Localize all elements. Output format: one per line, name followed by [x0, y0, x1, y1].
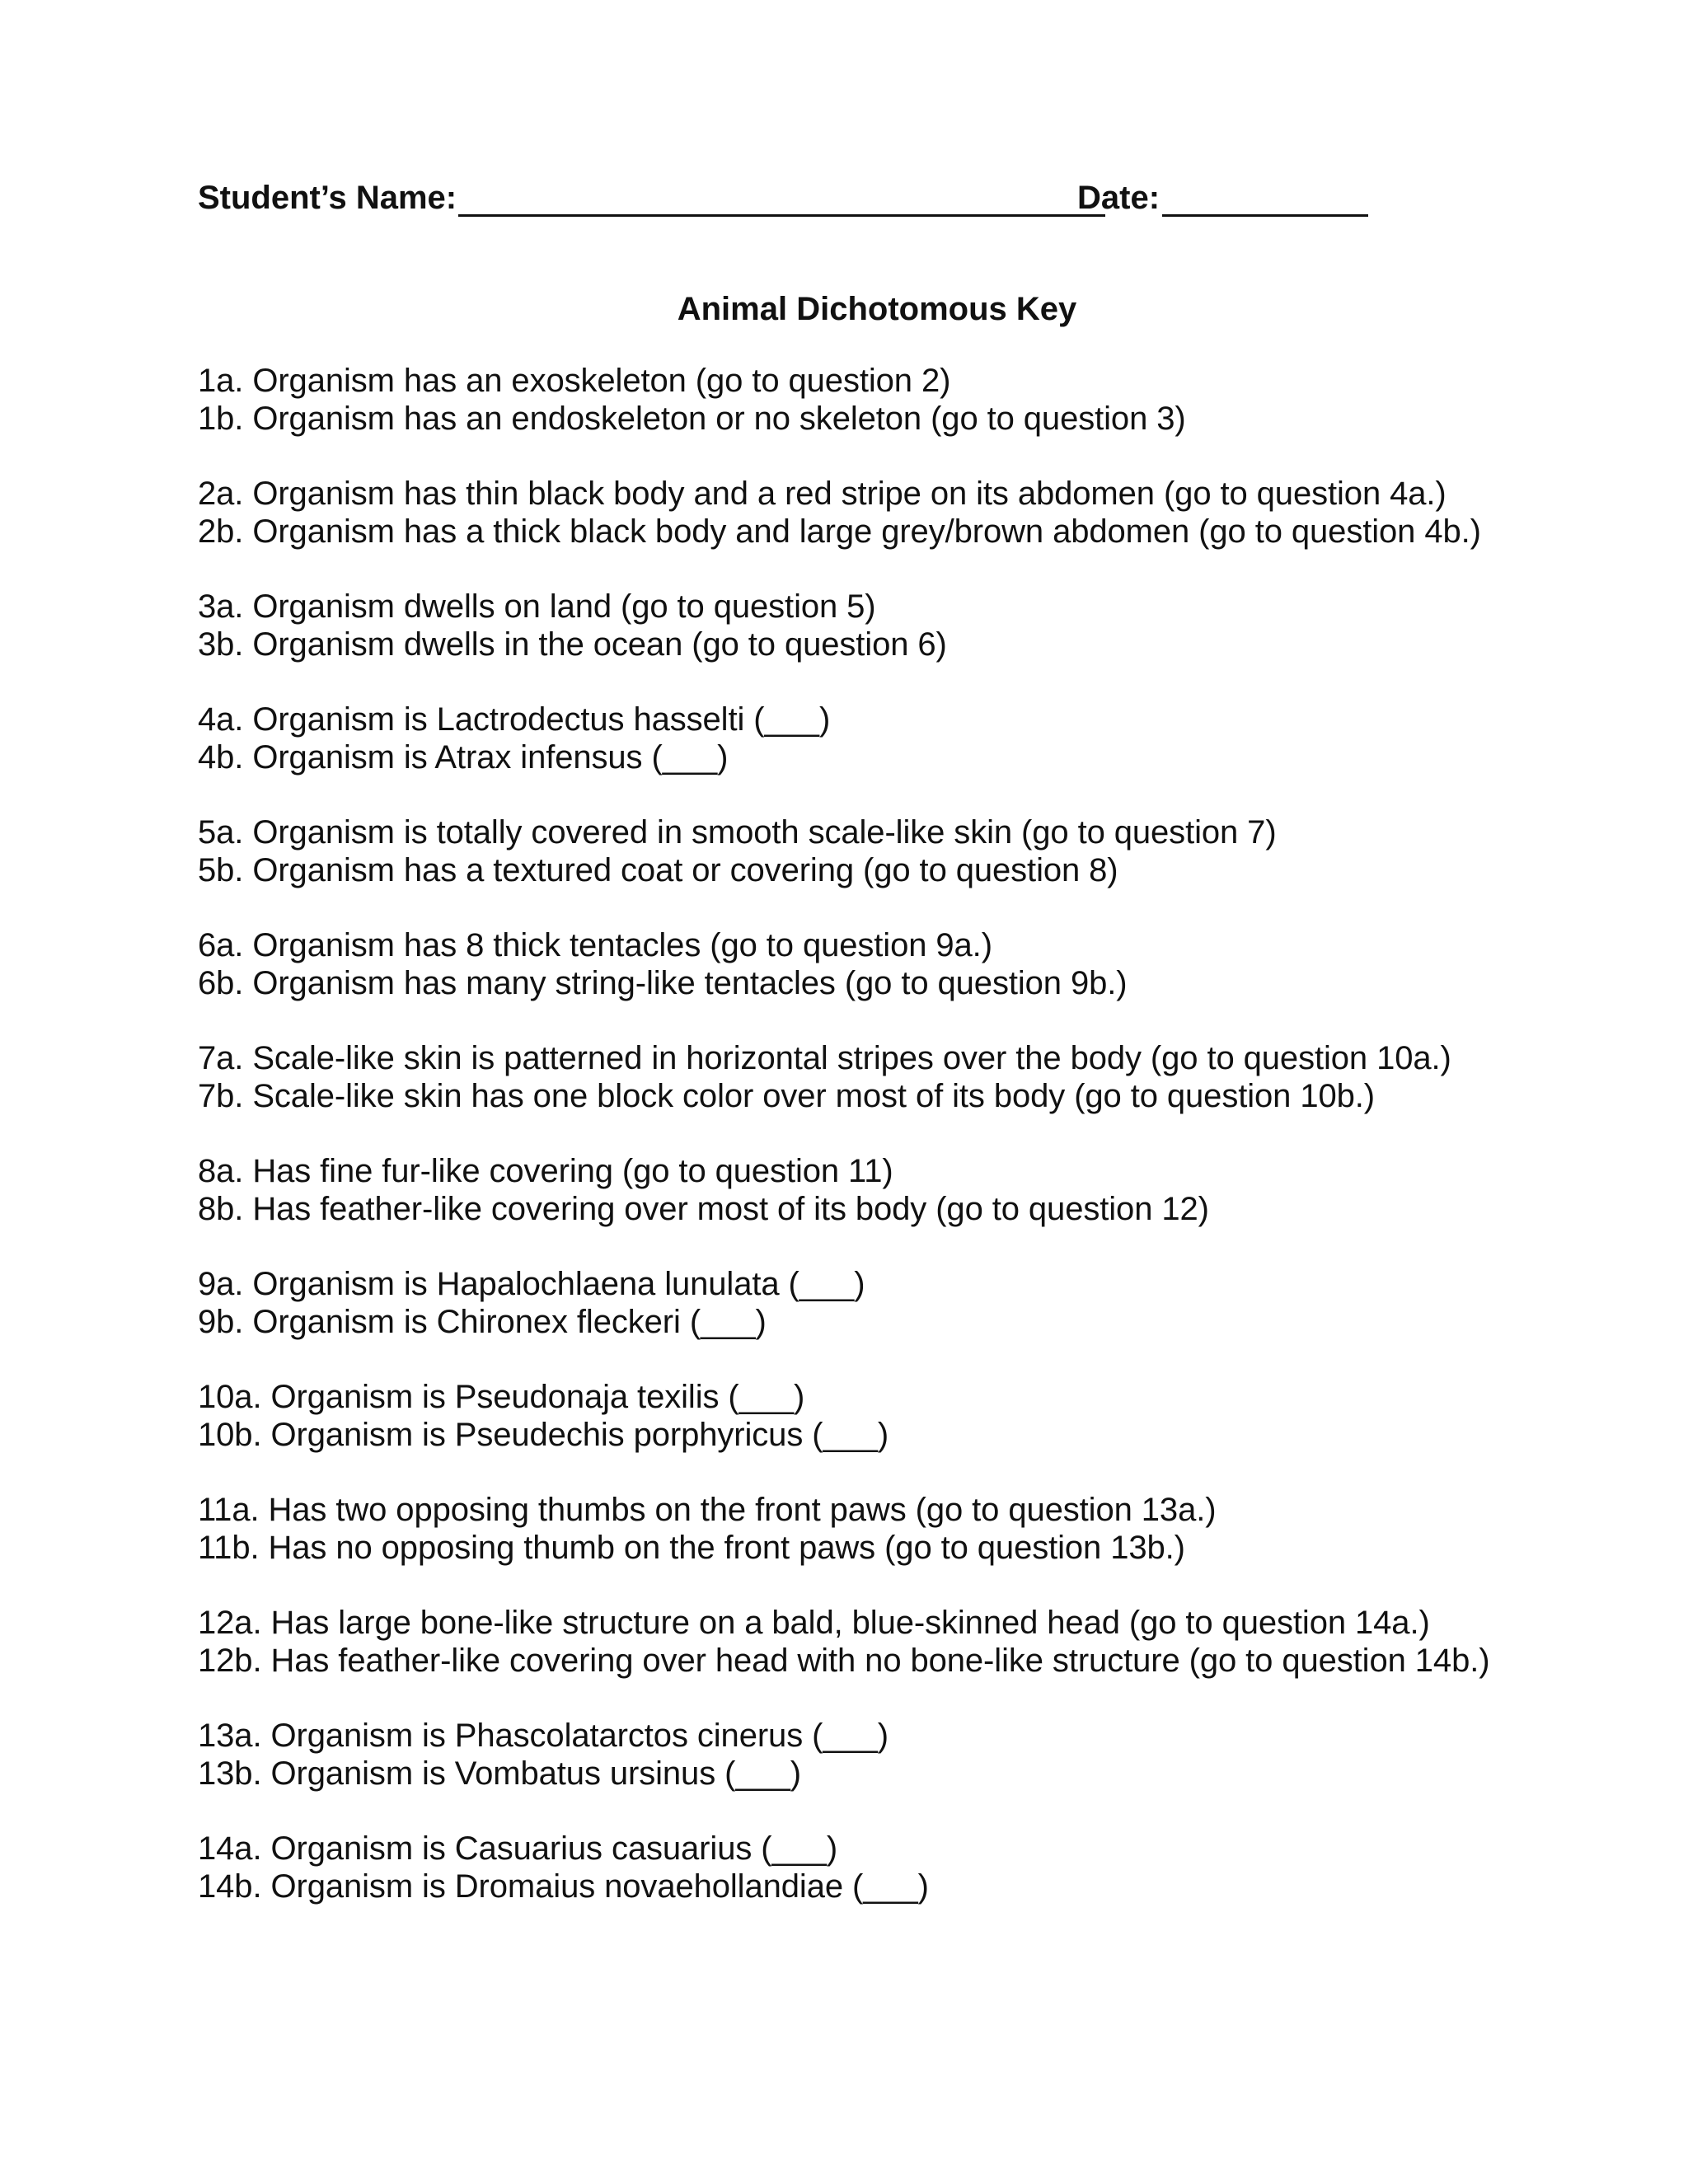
- key-option-a: 10a. Organism is Pseudonaja texilis (___): [198, 1379, 805, 1415]
- student-info-header: [198, 173, 1484, 223]
- key-step-12: [198, 1604, 1599, 1717]
- key-step-6: [198, 926, 1599, 1039]
- key-step-14: [198, 1830, 1599, 1943]
- key-option-a: 12a. Has large bone-like structure on a bald, blue-skinned head (go to question 14a.): [198, 1605, 1430, 1641]
- key-option-a: 4a. Organism is Lactrodectus hasselti (___): [198, 701, 831, 738]
- key-option-a: 6a. Organism has 8 thick tentacles (go to question 9a.): [198, 927, 992, 963]
- key-step-7: [198, 1039, 1599, 1152]
- key-option-b: 12b. Has feather-like covering over head with no bone-like structure (go to question 14b.): [198, 1643, 1490, 1679]
- dichotomous-key: [198, 362, 1599, 1943]
- key-step-11: [198, 1491, 1599, 1604]
- key-option-a: 3a. Organism dwells on land (go to question 5): [198, 588, 876, 625]
- key-step-4: [198, 701, 1599, 813]
- key-option-b: 4b. Organism is Atrax infensus (___): [198, 739, 729, 776]
- key-step-1: [198, 362, 1599, 475]
- key-option-b: 7b. Scale-like skin has one block color over most of its body (go to question 10b.): [198, 1078, 1376, 1114]
- student-name-blank[interactable]: [458, 214, 1105, 217]
- key-option-b: 5b. Organism has a textured coat or covering (go to question 8): [198, 852, 1118, 888]
- key-option-b: 14b. Organism is Dromaius novaehollandiae (___): [198, 1868, 929, 1905]
- key-step-3: [198, 588, 1599, 701]
- key-step-10: [198, 1378, 1599, 1491]
- key-option-b: 2b. Organism has a thick black body and large grey/brown abdomen (go to question 4b.): [198, 513, 1481, 550]
- key-option-b: 6b. Organism has many string-like tentacles (go to question 9b.): [198, 965, 1128, 1001]
- key-option-b: 11b. Has no opposing thumb on the front paws (go to question 13b.): [198, 1530, 1185, 1566]
- student-name-label: Student’s Name:: [198, 180, 457, 216]
- key-option-a: 7a. Scale-like skin is patterned in horizontal stripes over the body (go to question 10a.): [198, 1040, 1451, 1076]
- key-option-a: 1a. Organism has an exoskeleton (go to question 2): [198, 363, 951, 399]
- key-option-a: 2a. Organism has thin black body and a red stripe on its abdomen (go to question 4a.): [198, 476, 1447, 512]
- key-option-b: 13b. Organism is Vombatus ursinus (___): [198, 1755, 801, 1792]
- key-step-13: [198, 1717, 1599, 1830]
- key-option-a: 13a. Organism is Phascolatarctos cinerus (___): [198, 1718, 889, 1754]
- page-title: Animal Dichotomous Key: [677, 291, 1077, 327]
- key-option-b: 3b. Organism dwells in the ocean (go to question 6): [198, 626, 947, 663]
- key-step-8: [198, 1152, 1599, 1265]
- key-option-a: 11a. Has two opposing thumbs on the front paws (go to question 13a.): [198, 1492, 1217, 1528]
- date-label: Date:: [1077, 180, 1160, 216]
- key-option-a: 9a. Organism is Hapalochlaena lunulata (___): [198, 1266, 865, 1302]
- key-option-b: 8b. Has feather-like covering over most of its body (go to question 12): [198, 1191, 1209, 1227]
- key-step-9: [198, 1265, 1599, 1378]
- key-step-2: [198, 475, 1599, 588]
- key-step-5: [198, 813, 1599, 926]
- key-option-a: 8a. Has fine fur-like covering (go to question 11): [198, 1153, 893, 1189]
- key-option-a: 14a. Organism is Casuarius casuarius (___): [198, 1830, 838, 1867]
- date-blank[interactable]: [1162, 214, 1368, 217]
- key-option-b: 9b. Organism is Chironex fleckeri (___): [198, 1304, 767, 1340]
- key-option-a: 5a. Organism is totally covered in smooth scale-like skin (go to question 7): [198, 814, 1277, 851]
- key-option-b: 1b. Organism has an endoskeleton or no skeleton (go to question 3): [198, 401, 1186, 437]
- key-option-b: 10b. Organism is Pseudechis porphyricus (___): [198, 1417, 889, 1453]
